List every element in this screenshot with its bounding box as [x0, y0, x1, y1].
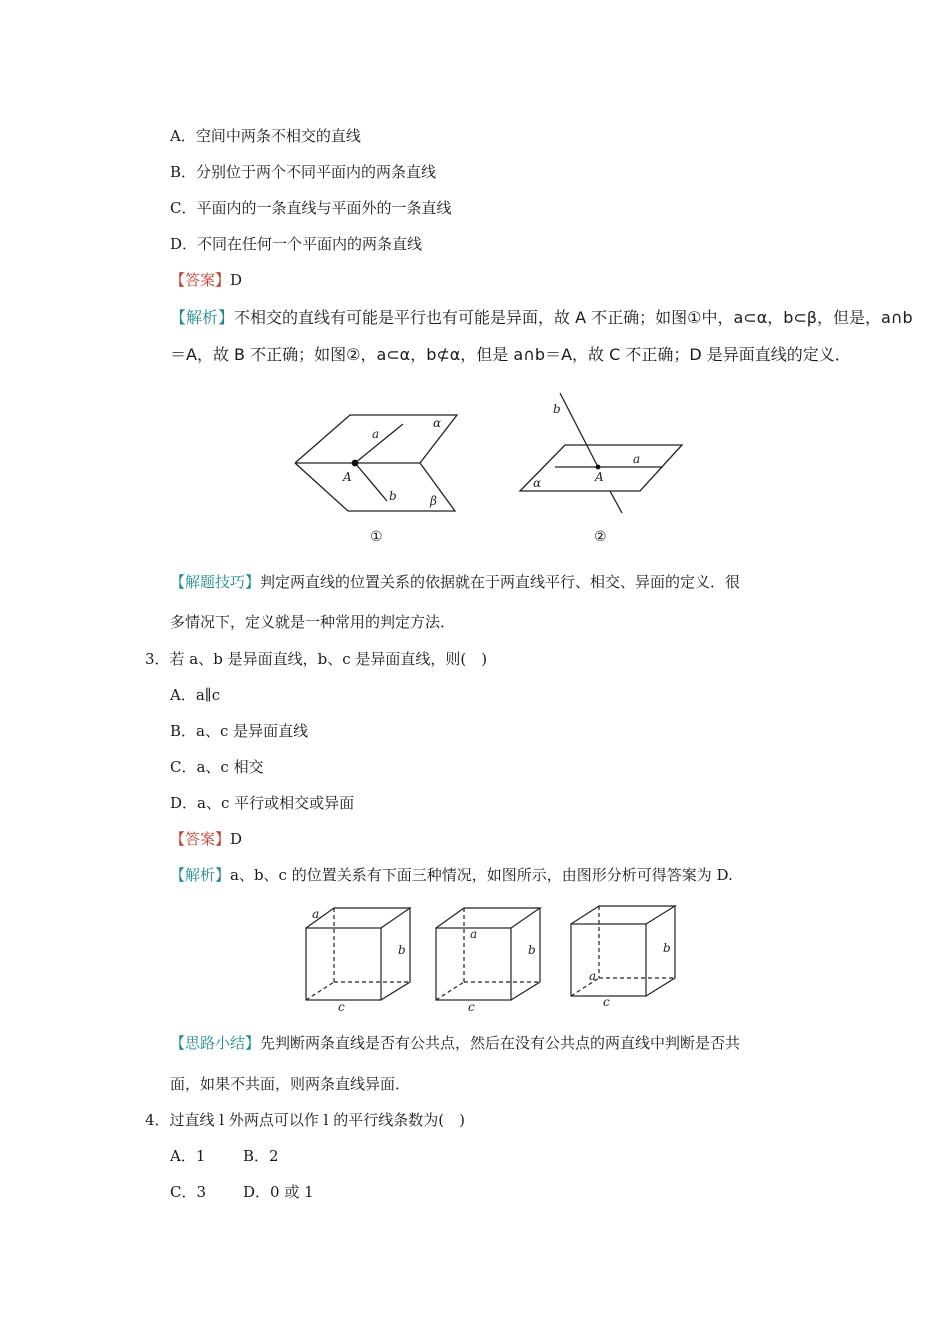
plane-alpha-outline — [520, 445, 682, 491]
cube-1 — [306, 908, 410, 1000]
label-b: b — [553, 402, 561, 416]
cube3-label-c: c — [603, 995, 610, 1009]
cube1-label-b: b — [398, 943, 406, 957]
label-A: A — [595, 470, 604, 484]
answer-tag: 【答案】 — [170, 830, 231, 848]
label-a: a — [633, 452, 641, 466]
q4-option-a: A．1 — [170, 1147, 206, 1165]
tip-tag: 【解题技巧】 — [170, 573, 261, 591]
q2-option-a: A．空间中两条不相交的直线 — [170, 127, 361, 145]
line-b-lower — [610, 491, 622, 513]
cube3-label-a: a — [589, 969, 597, 983]
label-A: A — [343, 470, 352, 484]
answer-value: D — [230, 830, 243, 848]
q3-summary-line2: 面，如果不共面，则两条直线异面． — [170, 1075, 411, 1093]
label-b: b — [389, 489, 397, 503]
q2-option-b: B．分别位于两个不同平面内的两条直线 — [170, 163, 437, 181]
line-b — [355, 463, 387, 501]
q3-option-d: D．a、c 平行或相交或异面 — [170, 794, 355, 812]
figure-1-two-planes — [290, 405, 470, 545]
answer-tag: 【答案】 — [170, 271, 231, 289]
figure-2-line-plane — [515, 390, 690, 545]
cube2-label-c: c — [468, 1000, 475, 1014]
label-alpha: α — [433, 416, 442, 430]
q3-analysis — [170, 865, 733, 885]
line-b-upper — [560, 393, 598, 467]
cube2-label-a: a — [470, 927, 478, 941]
cube2-label-b: b — [528, 943, 536, 957]
q4-stem: 4．过直线 l 外两点可以作 l 的平行线条数为( ) — [145, 1111, 465, 1129]
caption-2: ② — [594, 529, 607, 545]
analysis-tag: 【解析】 — [170, 866, 231, 884]
q2-answer — [170, 270, 242, 290]
caption-1: ① — [370, 529, 383, 545]
label-beta: β — [430, 494, 437, 508]
q3-option-a: A．a∥c — [170, 686, 221, 704]
label-a: a — [372, 427, 380, 441]
q4-option-d: D．0 或 1 — [243, 1183, 314, 1201]
answer-value: D — [230, 271, 243, 289]
cube-2 — [436, 908, 540, 1000]
analysis-tag: 【解析】 — [170, 308, 235, 327]
tip-text: 判定两直线的位置关系的依据就在于两直线平行、相交、异面的定义．很 — [260, 573, 741, 591]
point-A — [596, 465, 601, 470]
point-A — [352, 460, 359, 467]
q3-option-b: B．a、c 是异面直线 — [170, 722, 309, 740]
q3-option-c: C．a、c 相交 — [170, 758, 264, 776]
cube1-label-a: a — [312, 907, 320, 921]
summary-tag: 【思路小结】 — [170, 1034, 261, 1052]
q2-analysis-line1 — [170, 308, 913, 328]
q3-summary-line1 — [170, 1033, 740, 1053]
q3-stem: 3．若 a、b 是异面直线，b、c 是异面直线，则( ) — [145, 650, 488, 668]
q2-option-d: D．不同在任何一个平面内的两条直线 — [170, 235, 423, 253]
q3-answer — [170, 829, 242, 849]
q2-analysis-line2: ＝A，故 B 不正确；如图②，a⊂α，b⊄α，但是 a∩b＝A，故 C 不正确；D 是异面直线的定义． — [170, 345, 851, 364]
q2-option-c: C．平面内的一条直线与平面外的一条直线 — [170, 199, 452, 217]
cube-3 — [571, 906, 675, 996]
q4-option-c: C．3 — [170, 1183, 207, 1201]
summary-text: 先判断两条直线是否有公共点，然后在没有公共点的两直线中判断是否共 — [260, 1034, 741, 1052]
cube1-label-c: c — [338, 1000, 345, 1014]
analysis-text: 不相交的直线有可能是平行也有可能是异面，故 A 不正确；如图①中，a⊂α，b⊂β，但是，a∩b — [234, 308, 913, 327]
cube-figures — [300, 900, 690, 1015]
q4-option-b: B．2 — [243, 1147, 279, 1165]
analysis-text: a、b、c 的位置关系有下面三种情况，如图所示，由图形分析可得答案为 D. — [230, 866, 733, 884]
cube3-label-b: b — [663, 941, 671, 955]
q2-tip-line1 — [170, 572, 740, 592]
label-alpha: α — [533, 476, 542, 490]
q2-tip-line2: 多情况下，定义就是一种常用的判定方法． — [170, 613, 456, 631]
